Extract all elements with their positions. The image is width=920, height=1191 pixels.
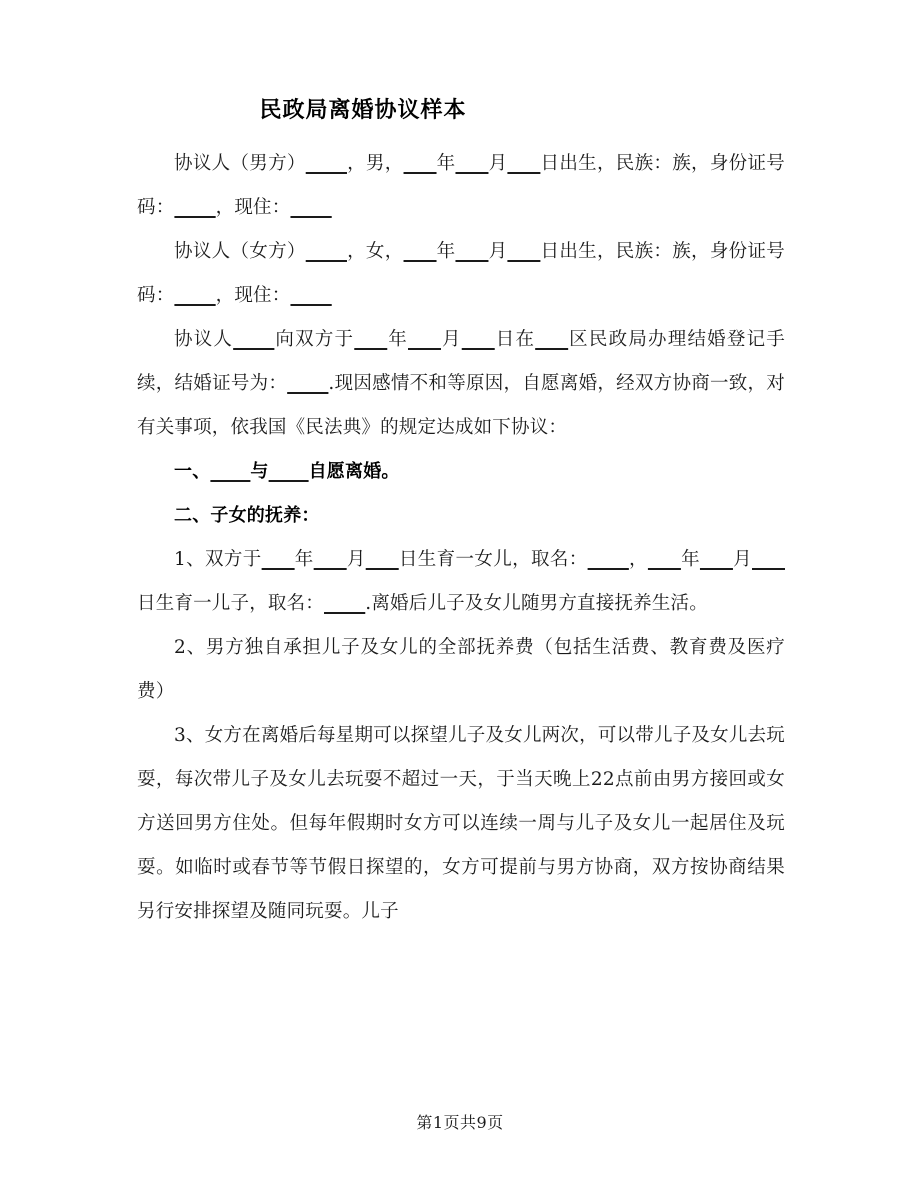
page-footer: 第1页共9页 — [416, 1113, 504, 1132]
fill-in-blank — [700, 549, 733, 570]
fill-in-blank — [507, 153, 540, 174]
fill-in-blank — [287, 373, 328, 394]
fill-in-blank — [648, 549, 681, 570]
document-body — [137, 96, 785, 934]
paragraph-marriage-registration: 协议人 向双方于 年 月 日在 区民政局办理结婚登记手续，结婚证号为： .现因感情不和等原因，自愿离婚，经双方协商一致，对有关事项，依我国《民法典》的规定达成如下协议： — [137, 329, 786, 438]
fill-in-blank — [535, 329, 568, 350]
fill-in-blank — [290, 285, 331, 306]
clause-one-heading: 一、 与 自愿离婚。 — [174, 461, 400, 482]
paragraph-party-male: 协议人（男方） ，男， 年 月 日出生，民族：族，身份证号码： ，现住： — [137, 153, 786, 218]
fill-in-blank — [462, 329, 495, 350]
fill-in-blank — [290, 197, 331, 218]
fill-in-blank — [408, 329, 441, 350]
fill-in-blank — [262, 549, 295, 570]
fill-in-blank — [306, 153, 347, 174]
fill-in-blank — [752, 549, 785, 570]
fill-in-blank — [324, 593, 365, 614]
page-title: 民政局离婚协议样本 — [259, 98, 467, 123]
clause-two-heading: 二、子女的抚养： — [174, 505, 320, 526]
paragraph-item-2: 2、男方独自承担儿子及女儿的全部抚养费（包括生活费、教育费及医疗费） — [137, 637, 785, 702]
fill-in-blank — [404, 153, 437, 174]
paragraph-party-female: 协议人（女方） ，女， 年 月 日出生，民族：族，身份证号码： ，现住： — [137, 241, 786, 306]
fill-in-blank — [306, 241, 347, 262]
fill-in-blank — [314, 549, 347, 570]
fill-in-blank — [233, 329, 274, 350]
paragraph-item-1: 1、双方于 年 月 日生育一女儿，取名： ， 年 月日生育一儿子，取名： .离婚后儿子及女儿随男方直接抚养生活。 — [137, 538, 785, 626]
fill-in-blank — [588, 549, 629, 570]
paragraph-item-3: 3、女方在离婚后每星期可以探望儿子及女儿两次，可以带儿子及女儿去玩耍，每次带儿子及女儿去玩耍不超过一天，于当天晚上22点前由男方接回或女方送回男方住处。但每年假期时女方可以连续一周与儿子及女儿一起居住及玩耍。如临时或春节等节假日探望的，女方可提前与男方协商，双方按协商结果另行安排探望及随同玩耍。儿子 — [137, 725, 785, 922]
fill-in-blank — [455, 153, 488, 174]
fill-in-blank — [354, 329, 387, 350]
fill-in-blank — [455, 241, 488, 262]
fill-in-blank — [174, 197, 215, 218]
fill-in-blank — [404, 241, 437, 262]
fill-in-blank — [210, 461, 250, 482]
fill-in-blank — [269, 461, 309, 482]
fill-in-blank — [174, 285, 215, 306]
fill-in-blank — [366, 549, 399, 570]
fill-in-blank — [507, 241, 540, 262]
